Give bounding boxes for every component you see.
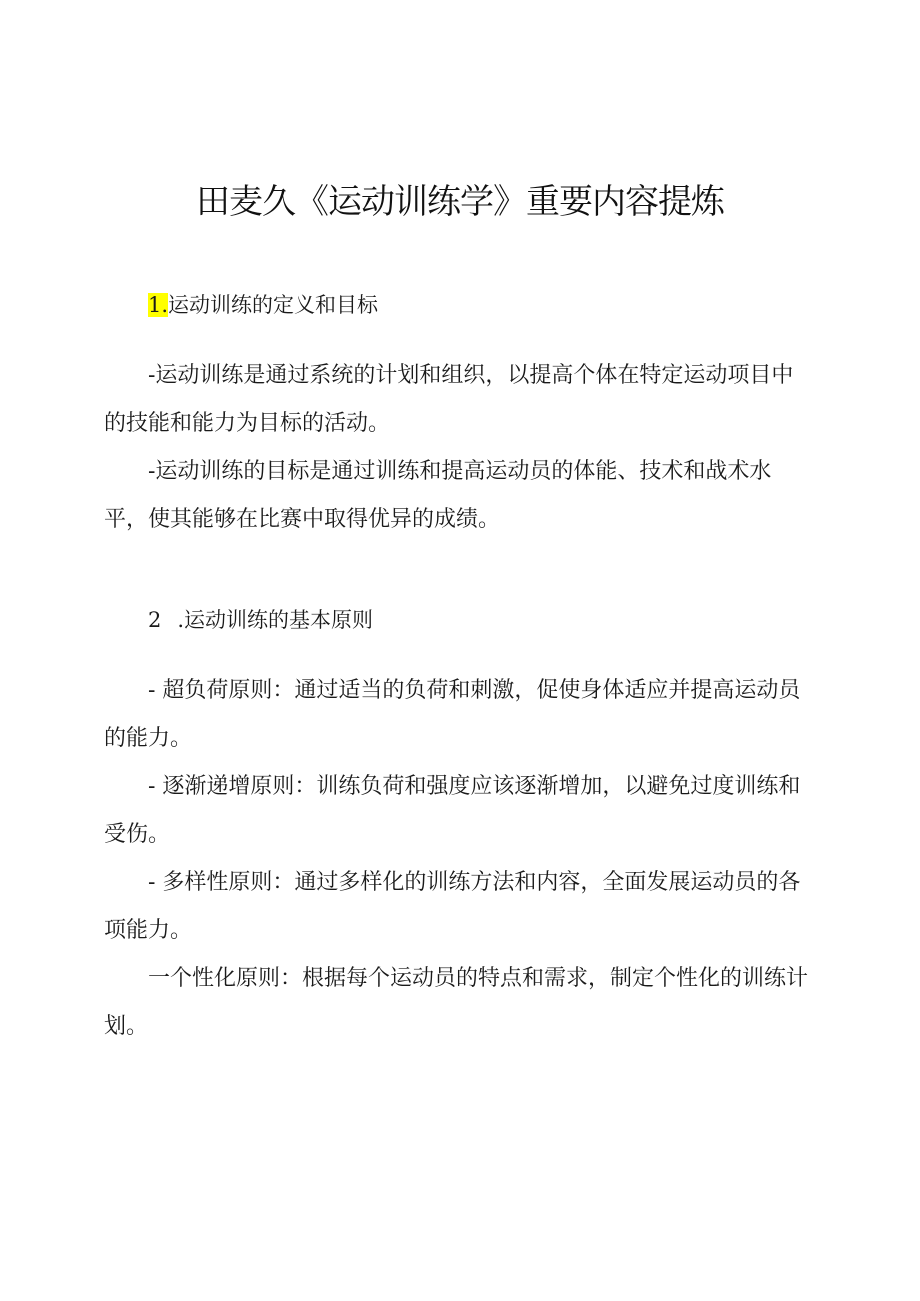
section-heading-2 [148, 605, 373, 635]
paragraph: - 多样性原则：通过多样化的训练方法和内容，全面发展运动员的各项能力。 [104, 870, 801, 943]
paragraph: - 逐渐递增原则：训练负荷和强度应该逐渐增加，以避免过度训练和受伤。 [104, 774, 801, 847]
paragraph: -运动训练的目标是通过训练和提高运动员的体能、技术和战术水平，使其能够在比赛中取得优异的成绩。 [104, 459, 772, 532]
section-heading-text: .运动训练的基本原则 [177, 608, 374, 632]
document-title: 田麦久《运动训练学》重要内容提炼 [196, 182, 724, 222]
section-number: 2 [148, 608, 162, 632]
paragraph: - 超负荷原则：通过适当的负荷和刺激，促使身体适应并提高运动员的能力。 [104, 678, 801, 751]
section-number-highlight: 1. [148, 293, 169, 317]
paragraph: -运动训练是通过系统的计划和组织，以提高个体在特定运动项目中的技能和能力为目标的活动。 [104, 363, 794, 436]
paragraph: 一个性化原则：根据每个运动员的特点和需求，制定个性化的训练计划。 [104, 966, 809, 1039]
section-heading-1 [148, 290, 378, 320]
section-heading-text: 运动训练的定义和目标 [168, 293, 379, 317]
